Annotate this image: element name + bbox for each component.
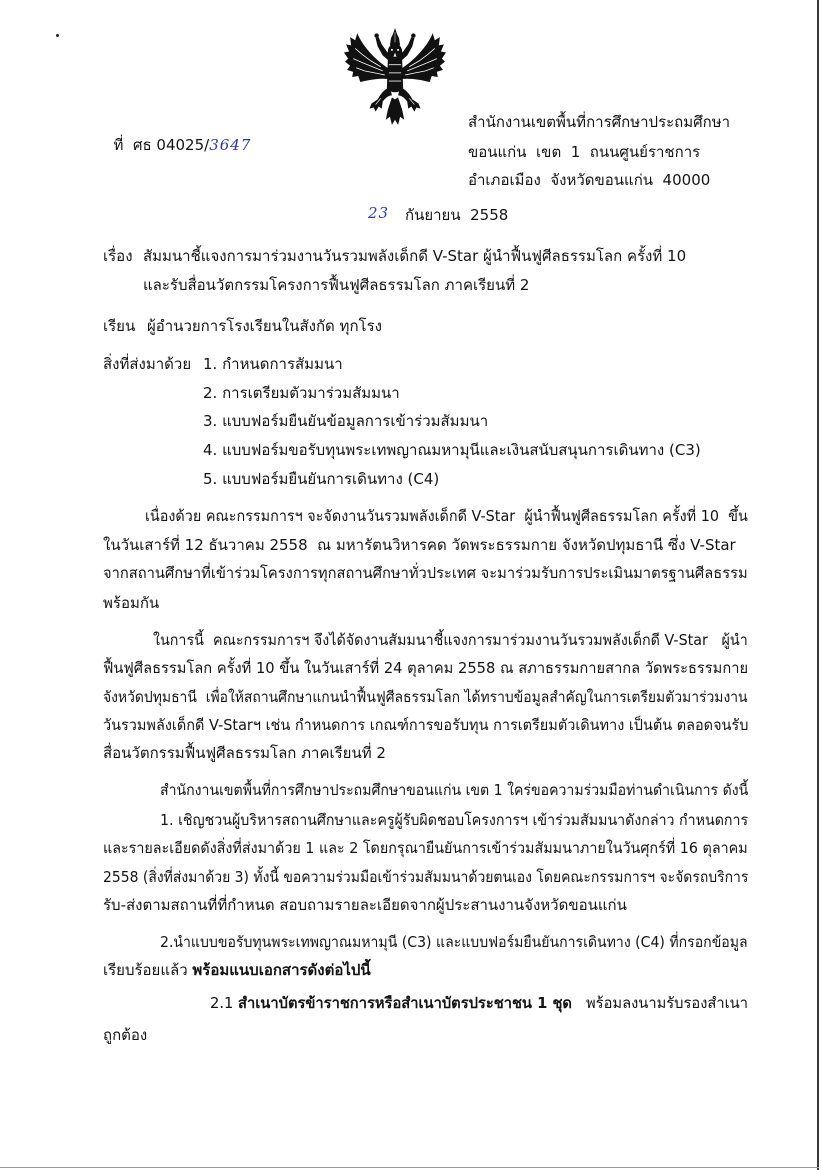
item1-line: 2558 (สิ่งที่ส่งมาด้วย 3) ทั้งนี้ ขอความร่วมมือเข้าร่วมสัมมนาด้วยตนเอง โดยคณะกรรมการฯ จะจัดรถบริการ	[103, 868, 749, 886]
item2-line-normal: เรียบร้อยแล้ว	[103, 961, 193, 979]
paragraph2-line: วันรวมพลังเด็กดี V-Starฯ เช่น กำหนดการ เกณฑ์การขอรับทุน การเตรียมตัวเดินทาง เป็นต้น ตลอดจนรับ	[103, 716, 749, 734]
reference-number	[104, 115, 251, 155]
enclosure-item: 5. แบบฟอร์มยืนยันการเดินทาง (C4)	[203, 470, 440, 488]
paragraph2-line: ฟื้นฟูศีลธรรมโลก ครั้งที่ 10 ขึ้น ในวันเสาร์ที่ 24 ตุลาคม 2558 ณ สภาธรรมกายสากล วัดพระธรรมกาย	[103, 659, 749, 677]
office-line: อำเภอเมือง จังหวัดขอนแก่น 40000	[468, 171, 711, 189]
enclosure-item: 2. การเตรียมตัวมาร่วมสัมมนา	[203, 384, 400, 402]
item2-line: 2.นำแบบขอรับทุนพระเทพญาณมหามุนี (C3) และแบบฟอร์มยืนยันการเดินทาง (C4) ที่กรอกข้อมูล	[160, 933, 748, 951]
office-line: ขอนแก่น เขต 1 ถนนศูนย์ราชการ	[468, 143, 701, 161]
paragraph2-line: สื่อนวัตกรรมฟื้นฟูศีลธรรมโลก ภาคเรียนที่ 2	[103, 744, 386, 762]
item2-1-line: ถูกต้อง	[103, 1026, 148, 1044]
scan-dot	[56, 34, 59, 37]
paragraph2-line: จังหวัดปทุมธานี เพื่อให้สถานศึกษาแกนนำฟื้นฟูศีลธรรมโลก ได้ทราบข้อมูลสำคัญในการเตรียมตัวมาร่วมงาน	[103, 688, 748, 706]
garuda-emblem-icon	[343, 28, 447, 130]
item1-line: 1. เชิญชวนผู้บริหารสถานศึกษาและครูผู้รับผิดชอบโครงการฯ เข้าร่วมสัมมนาดังกล่าว กำหนดการ	[160, 811, 749, 829]
scan-edge-right	[817, 0, 819, 1170]
item2-1-number: 2.1	[210, 994, 239, 1012]
reference-label: ที่	[113, 136, 124, 154]
paragraph1-line: จากสถานศึกษาที่เข้าร่วมโครงการทุกสถานศึกษาทั่วประเทศ จะมาร่วมรับการประเมินมาตรฐานศีลธรรม	[103, 564, 748, 582]
date-month-year: กันยายน 2558	[405, 206, 509, 224]
salutation-label: เรียน	[103, 317, 136, 335]
paragraph2-line: ในการนี้ คณะกรรมการฯ จึงได้จัดงานสัมมนาชี้แจงการมาร่วมงานวันรวมพลังเด็กดี V-Star ผู้นำ	[153, 631, 748, 649]
subject-line: สัมมนาชี้แจงการมาร่วมงานวันรวมพลังเด็กดี V-Star ผู้นำฟื้นฟูศีลธรรมโลก ครั้งที่ 10	[143, 247, 687, 265]
scan-edge-bottom	[0, 1167, 819, 1168]
item1-line: และรายละเอียดดังสิ่งที่ส่งมาด้วย 1 และ 2 โดยกรุณายืนยันการเข้าร่วมสัมมนาภายในวันศุกร์ที่ 16 ตุลาคม	[103, 839, 748, 857]
item2-1-normal: พร้อมลงนามรับรองสำเนา	[571, 994, 748, 1012]
subject-line: และรับสื่อนวัตกรรมโครงการฟื้นฟูศีลธรรมโลก ภาคเรียนที่ 2	[143, 276, 530, 294]
item2-1-line	[210, 993, 748, 1013]
enclosure-item: 3. แบบฟอร์มยืนยันข้อมูลการเข้าร่วมสัมมนา	[203, 412, 489, 430]
paragraph1-line: ในวันเสาร์ที่ 12 ธันวาคม 2558 ณ มหารัตนวิหารคด วัดพระธรรมกาย จังหวัดปทุมธานี ซึ่ง V-Star	[103, 536, 736, 554]
date-day-handwritten: 23	[368, 204, 390, 222]
paragraph1-line: เนื่องด้วย คณะกรรมการฯ จะจัดงานวันรวมพลังเด็กดี V-Star ผู้นำฟื้นฟูศีลธรรมโลก ครั้งที่ 10 ขึ้น	[145, 507, 748, 525]
item1-line: รับ-ส่งตามสถานที่ที่กำหนด สอบถามรายละเอียดจากผู้ประสานงานจังหวัดขอนแก่น	[103, 896, 627, 914]
item2-line-bold: พร้อมแนบเอกสารดังต่อไปนี้	[192, 961, 371, 979]
subject-label: เรื่อง	[103, 247, 133, 265]
office-line: สำนักงานเขตพื้นที่การศึกษาประถมศึกษา	[468, 113, 731, 131]
enclosures-label: สิ่งที่ส่งมาด้วย	[103, 355, 192, 373]
item2-line	[103, 960, 371, 980]
enclosure-item: 4. แบบฟอร์มขอรับทุนพระเทพญาณมหามุนีและเงินสนับสนุนการเดินทาง (C3)	[203, 441, 701, 459]
item2-1-bold: สำเนาบัตรข้าราชการหรือสำเนาบัตรประชาชน 1 ชุด	[238, 994, 572, 1012]
enclosure-item: 1. กำหนดการสัมมนา	[203, 355, 343, 373]
paragraph1-line: พร้อมกัน	[103, 594, 160, 612]
salutation-text: ผู้อำนวยการโรงเรียนในสังกัด ทุกโรง	[147, 317, 382, 335]
reference-prefix: ศธ 04025/	[132, 136, 210, 154]
reference-handwritten-number: 3647	[209, 136, 252, 154]
paragraph3-line: สำนักงานเขตพื้นที่การศึกษาประถมศึกษาขอนแก่น เขต 1 ใคร่ขอความร่วมมือท่านดำเนินการ ดังนี้	[160, 781, 749, 799]
